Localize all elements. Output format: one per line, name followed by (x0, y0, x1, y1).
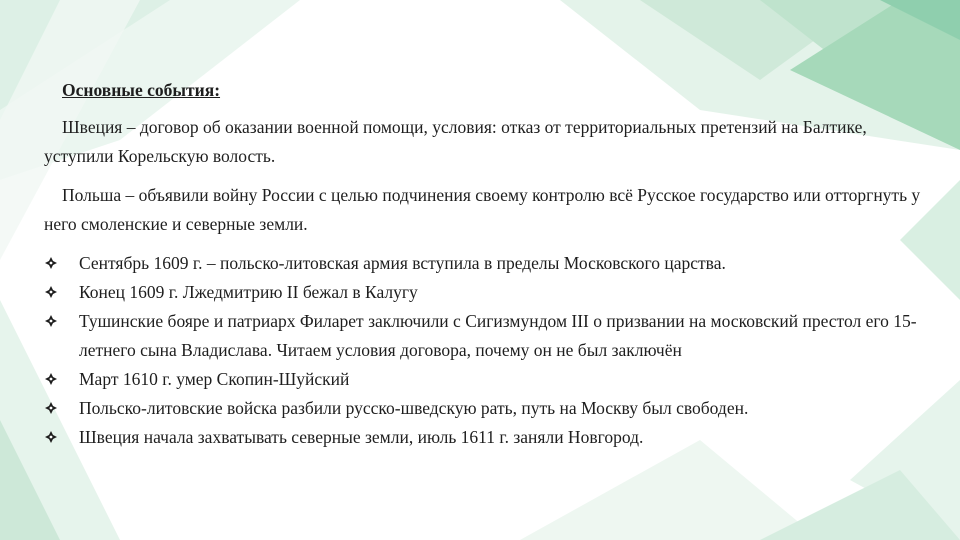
paragraph-sweden: Швеция – договор об оказании военной помощи, условия: отказ от территориальных претензий на Балтике, уступили Корельскую волость. (44, 117, 867, 166)
list-item (44, 365, 924, 394)
text-block (44, 76, 924, 452)
list-item (44, 394, 924, 423)
diamond-bullet-icon (44, 401, 58, 415)
diamond-bullet-icon (44, 285, 58, 299)
list-item-text: Швеция начала захватывать северные земли, июль 1611 г. заняли Новгород. (79, 427, 644, 447)
events-list (44, 249, 924, 452)
list-item (44, 249, 924, 278)
diamond-bullet-icon (44, 256, 58, 270)
paragraph-poland: Польша – объявили войну России с целью подчинения своему контролю всё Русское государство или отторгнуть у него смоленские и северные земли. (44, 185, 921, 234)
list-item-text: Сентябрь 1609 г. – польско-литовская армия вступила в пределы Московского царства. (79, 253, 726, 273)
list-item (44, 423, 924, 452)
diamond-bullet-icon (44, 430, 58, 444)
diamond-bullet-icon (44, 314, 58, 328)
list-item (44, 278, 924, 307)
list-item (44, 307, 924, 365)
list-item-text: Конец 1609 г. Лжедмитрию II бежал в Калугу (79, 282, 418, 302)
diamond-bullet-icon (44, 372, 58, 386)
list-item-text: Польско-литовские войска разбили русско-шведскую рать, путь на Москву был свободен. (79, 398, 749, 418)
bg-shape (520, 440, 820, 540)
section-heading: Основные события: (62, 80, 221, 100)
list-item-text: Тушинские бояре и патриарх Филарет заключили с Сигизмундом III о призвании на московский престол его 15-летнего сына Владислава. Читаем условия договора, почему он не был заключён (79, 311, 917, 360)
list-item-text: Март 1610 г. умер Скопин-Шуйский (79, 369, 350, 389)
